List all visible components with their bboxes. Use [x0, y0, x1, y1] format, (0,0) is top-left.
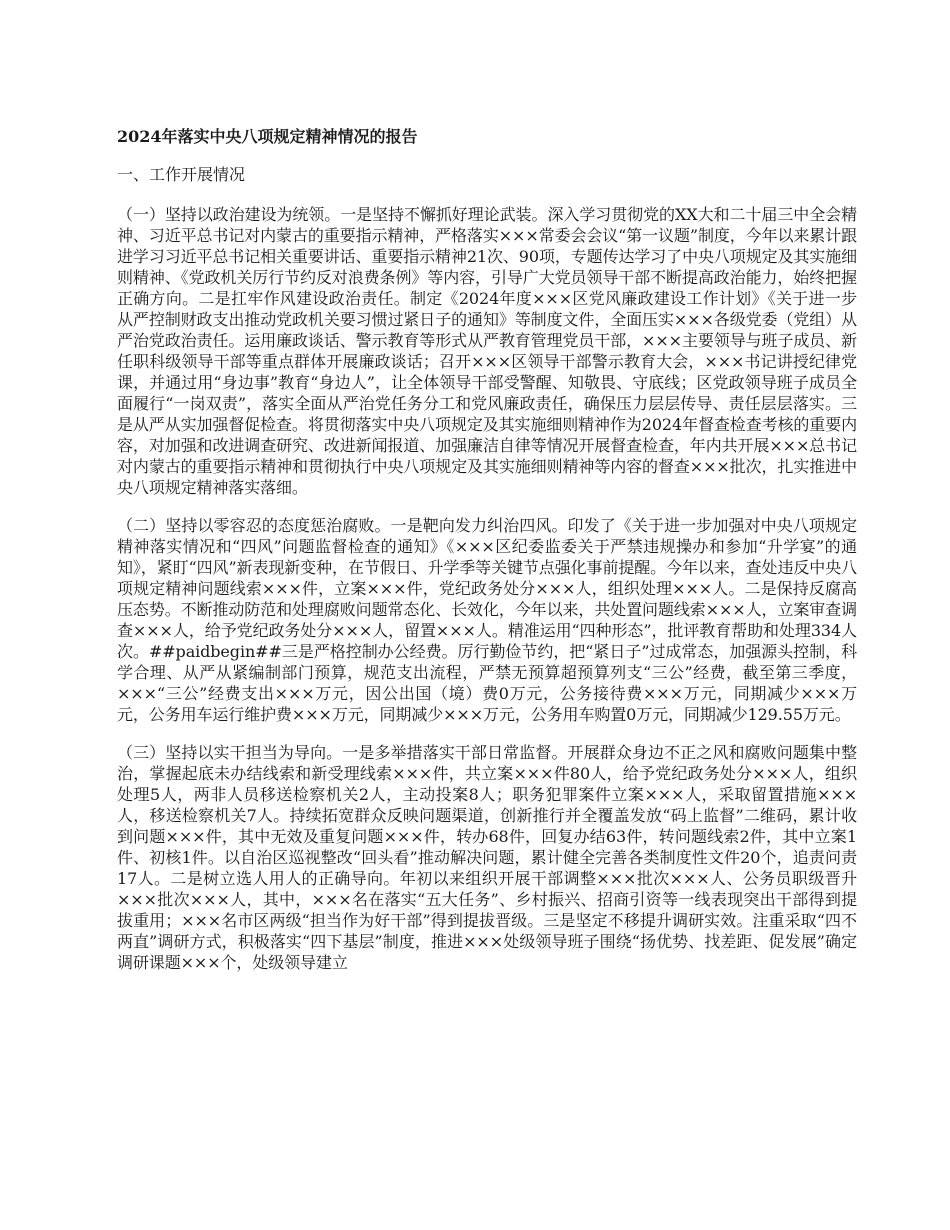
paragraph-anti-corruption: （二）坚持以零容忍的态度惩治腐败。一是靶向发力纠治四风。印发了《关于进一步加强对中央八项规定精神落实情况和“四风”问题监督检查的通知》《×××区纪委监委关于严禁违规操办和参加“升学宴”的通知》，紧盯“四风”新表现新变种，在节假日、升学季等关键节点强化事前提醒。今年以来，查处违反中央八项规定精神问题线索×××件，立案×××件，党纪政务处分×××人，组织处理×××人。二是保持反腐高压态势。不断推动防范和处理腐败问题常态化、长效化，今年以来，共处置问题线索×××人，立案审查调查×××人，给予党纪政务处分×××人，留置×××人。精准运用“四种形态”，批评教育帮助和处理334人次。##paidbegin##三是严格控制办公经费。厉行勤俭节约，把“紧日子”过成常态，加强源头控制，科学合理、从严从紧编制部门预算，规范支出流程，严禁无预算超预算列支“三公”经费，截至第三季度，×××“三公”经费支出×××万元，因公出国（境）费0万元，公务接待费×××万元，同期减少×××万元，公务用车运行维护费×××万元，同期减少×××万元，公务用车购置0万元，同期减少129.55万元。 — [117, 516, 857, 724]
paragraph-political-building: （一）坚持以政治建设为统领。一是坚持不懈抓好理论武装。深入学习贯彻党的XX大和二十届三中全会精神、习近平总书记对内蒙古的重要指示精神，严格落实×××常委会会议“第一议题”制度，今年以来累计跟进学习习近平总书记相关重要讲话、重要指示精神21次、90项，专题传达学习了中央八项规定及其实施细则精神、《党政机关厉行节约反对浪费条例》等内容，引导广大党员领导干部不断提高政治能力，始终把握正确方向。二是扛牢作风建设政治责任。制定《2024年度×××区党风廉政建设工作计划》《关于进一步从严控制财政支出推动党政机关要习惯过紧日子的通知》等制度文件，全面压实×××各级党委（党组）从严治党政治责任。运用廉政谈话、警示教育等形式从严教育管理党员干部，×××主要领导与班子成员、新任职科级领导干部等重点群体开展廉政谈话；召开×××区领导干部警示教育大会，×××书记讲授纪律党课，并通过用“身边事”教育“身边人”，让全体领导干部受警醒、知敬畏、守底线；区党政领导班子成员全面履行“一岗双责”，落实全面从严治党任务分工和党风廉政责任，确保压力层层传导、责任层层落实。三是从严从实加强督促检查。将贯彻落实中央八项规定及其实施细则精神作为2024年督查检查考核的重要内容，对加强和改进调查研究、改进新闻报道、加强廉洁自律等情况开展督查检查，年内共开展×××总书记对内蒙古的重要指示精神和贯彻执行中央八项规定及其实施细则精神等内容的督查×××批次，扎实推进中央八项规定精神落实落细。 — [117, 205, 857, 497]
document-page — [117, 126, 857, 990]
paragraph-cadre-supervision: （三）坚持以实干担当为导向。一是多举措落实干部日常监督。开展群众身边不正之风和腐败问题集中整治，掌握起底未办结线索和新受理线索×××件，共立案×××件80人，给予党纪政务处分×××人，组织处理5人，两非人员移送检察机关2人，主动投案8人；职务犯罪案件立案×××人，采取留置措施×××人，移送检察机关7人。持续拓宽群众反映问题渠道，创新推行并全覆盖发放“码上监督”二维码，累计收到问题×××件，其中无效及重复问题×××件，转办68件，回复办结63件，转问题线索2件，其中立案1件、初核1件。以自治区巡视整改“回头看”推动解决问题，累计健全完善各类制度性文件20个，追责问责17人。二是树立选人用人的正确导向。年初以来组织开展干部调整×××批次×××人、公务员职级晋升×××批次×××人，其中，×××名在落实“五大任务”、乡村振兴、招商引资等一线表现突出干部得到提拔重用；×××名市区两级“担当作为好干部”得到提拔晋级。三是坚定不移提升调研实效。注重采取“四不两直”调研方式，积极落实“四下基层”制度，推进×××处级领导班子围绕“扬优势、找差距、促发展”确定调研课题×××个，处级领导建立 — [117, 743, 857, 972]
document-title: 2024年落实中央八项规定精神情况的报告 — [117, 127, 418, 146]
section-heading: 一、工作开展情况 — [117, 165, 246, 184]
